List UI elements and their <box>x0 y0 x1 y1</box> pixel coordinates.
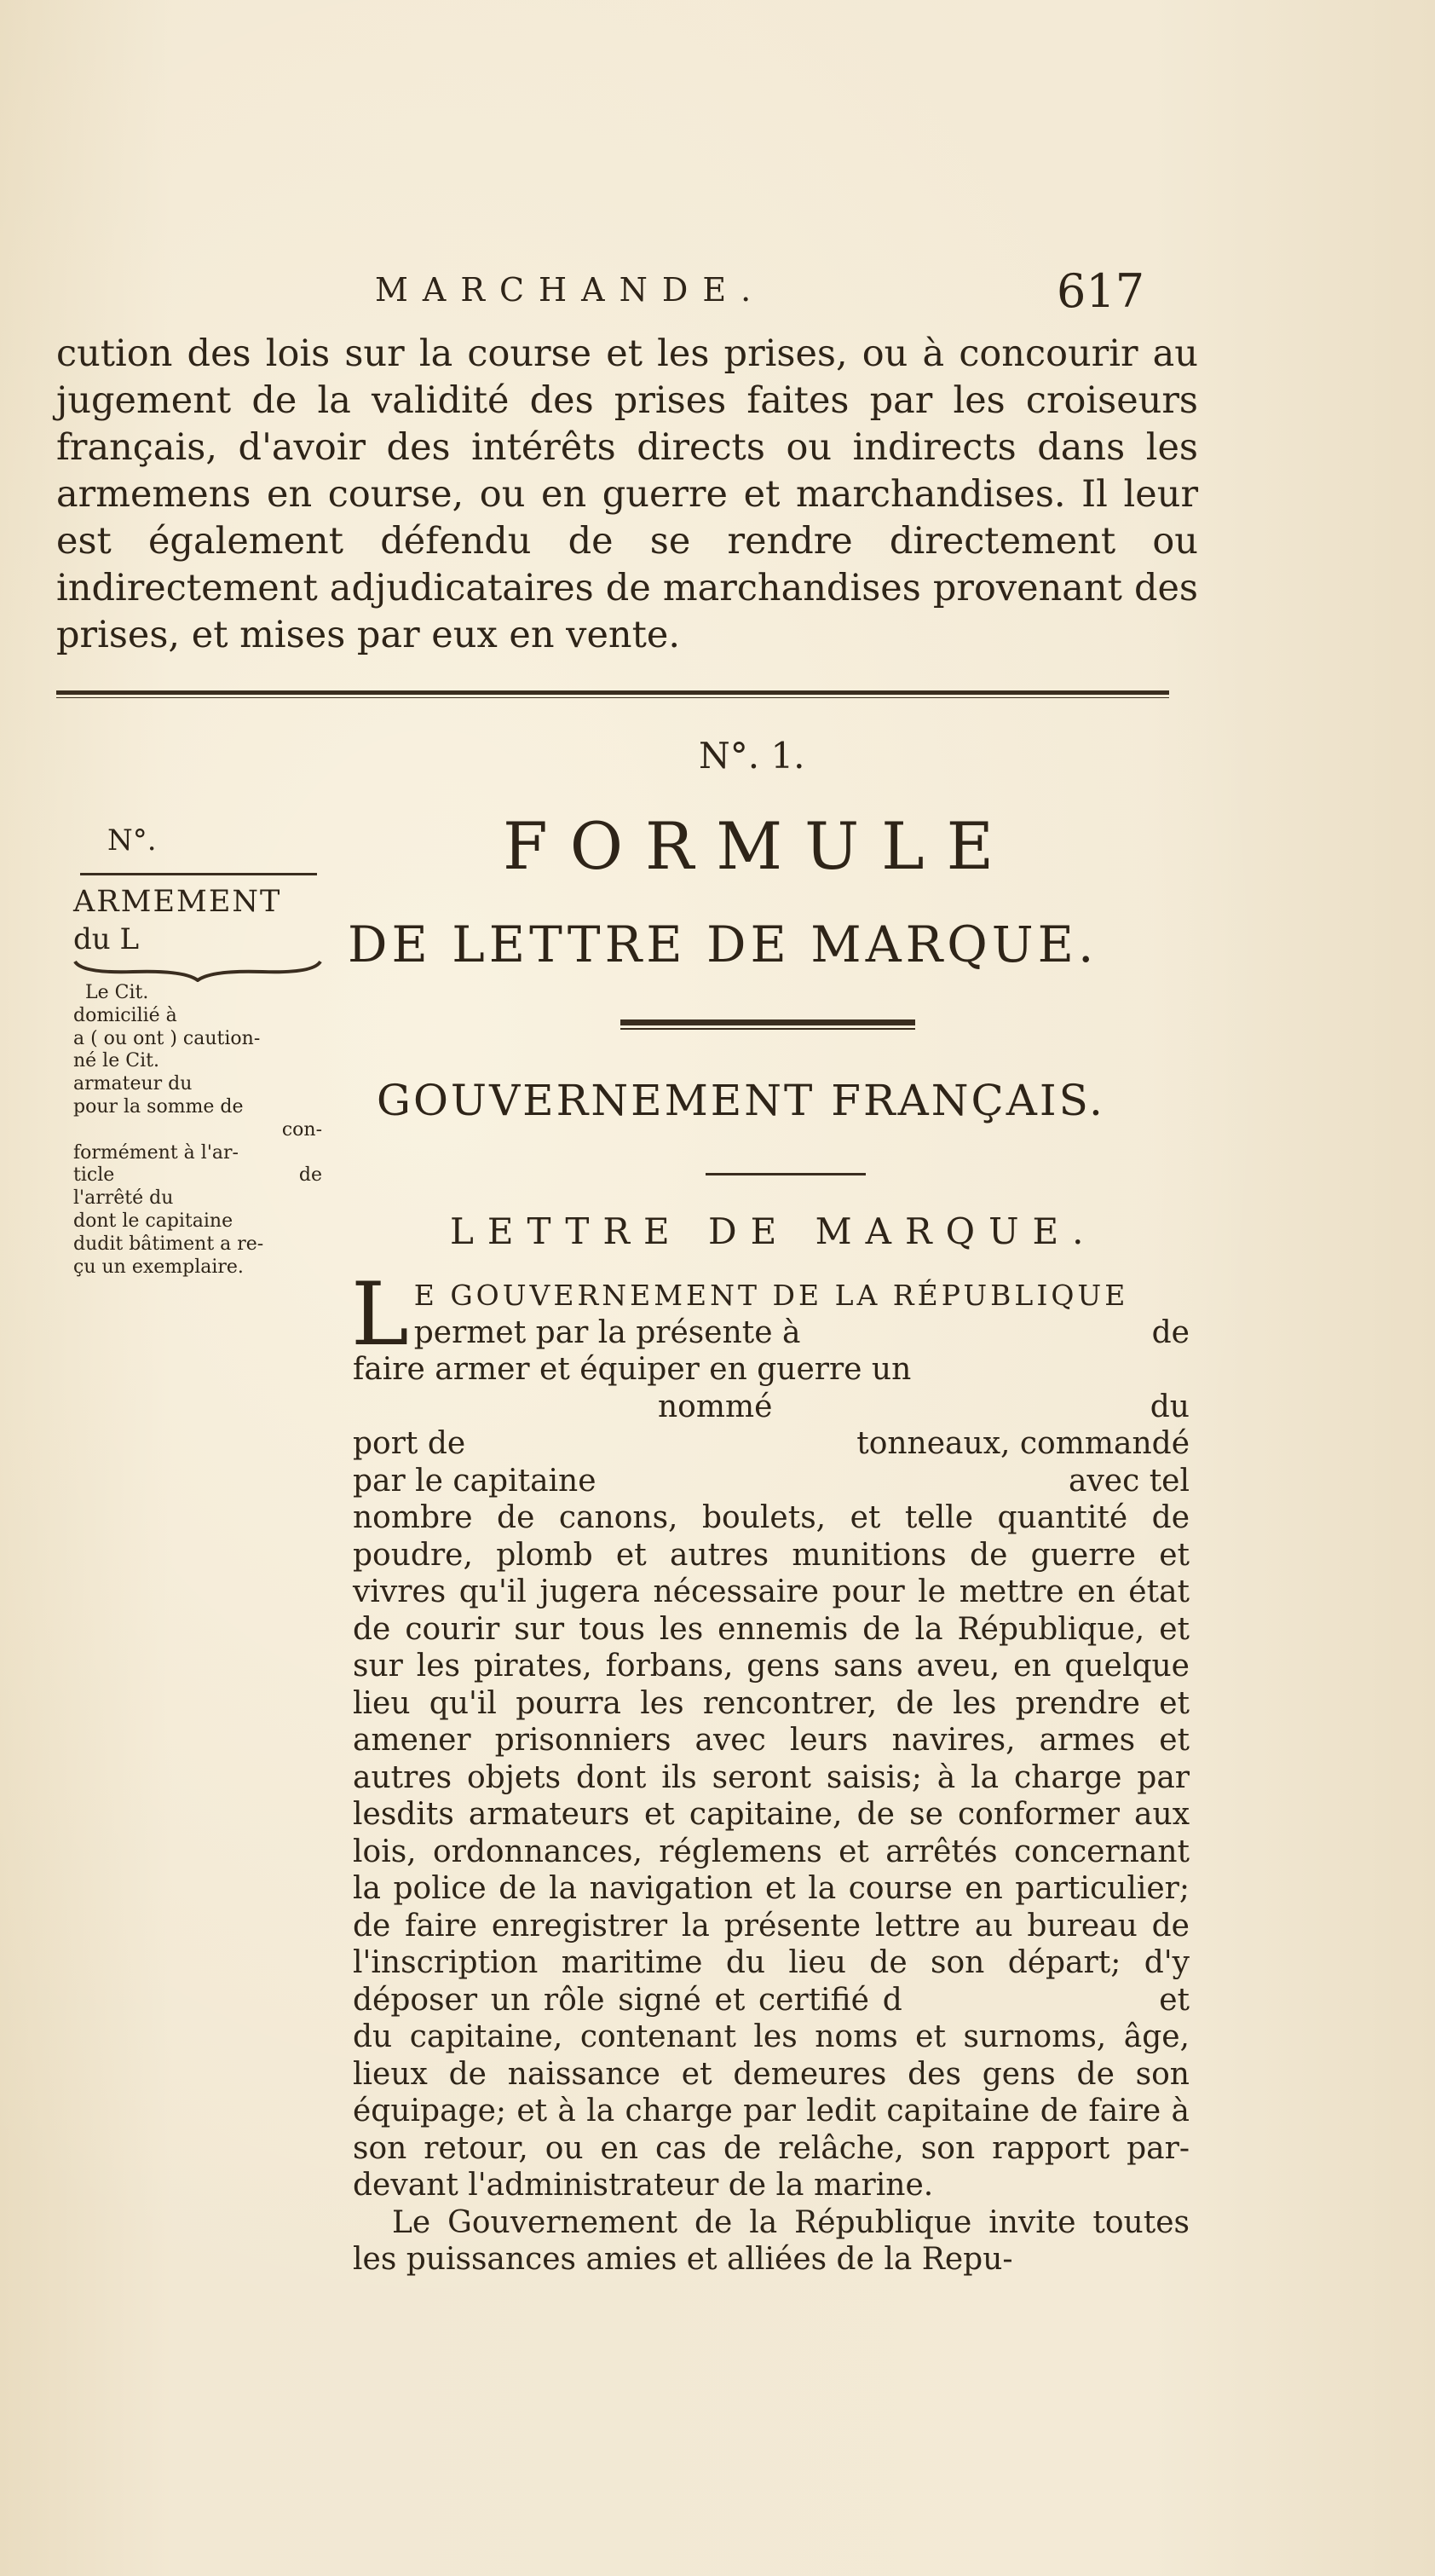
margin-rule <box>80 873 317 875</box>
margin-note <box>73 1164 322 1187</box>
letter-paragraph <box>353 1499 1190 2204</box>
margin-note: dudit bâtiment a re- <box>73 1233 264 1255</box>
form-line-left: nommé <box>658 1389 773 1424</box>
brace-icon <box>73 960 322 982</box>
ornamental-rule-thin <box>620 1028 915 1030</box>
form-line <box>353 1389 1190 1426</box>
letter-heading: LETTRE DE MARQUE. <box>450 1210 1098 1252</box>
margin-note: çu un exemplaire. <box>73 1256 244 1278</box>
body-paragraph: cution des lois sur la course et les prises, ou à concourir au jugement de la validité des prises faites par les croiseurs français, d'avoir des intérêts directs ou indirects dans les armemens en course, ou en guerre et marchandises. Il leur est également défendu de se rendre directement ou indirectement adjudicataires de marchandises provenant des prises, et mises par eux en vente. <box>56 332 1198 656</box>
margin-note: formément à l'ar- <box>73 1141 239 1164</box>
form-line-left: faire armer et équiper en guerre un <box>353 1352 912 1387</box>
form-line-right: avec tel <box>1069 1463 1190 1499</box>
form-line <box>353 1463 1190 1500</box>
ornamental-rule <box>620 1019 915 1025</box>
formula-number: N°. 1. <box>699 735 805 777</box>
letter-paragraph-text: contenant les noms et surnoms, âge, lieux de naissance et demeures des gens de son équipage; et à la charge par ledit capitaine de faire à son retour, ou en cas de relâche, son rapport par-devant l'administrateur de la marine. <box>353 2019 1190 2203</box>
formula-subtitle: DE LETTRE DE MARQUE. <box>348 915 1098 973</box>
section-divider-rule <box>56 690 1169 695</box>
letter-paragraph: Le Gouvernement de la République invite toutes les puissances amies et alliées de la Repu- <box>353 2204 1190 2277</box>
form-line-left: port de <box>353 1426 466 1461</box>
margin-note: né le Cit. <box>73 1050 159 1072</box>
form-line <box>414 1314 1190 1352</box>
short-rule <box>706 1173 866 1175</box>
margin-note-right: de <box>298 1164 322 1187</box>
form-line-left: permet par la présente à <box>413 1314 801 1350</box>
drop-cap: L <box>351 1264 409 1366</box>
letter-body <box>351 1264 1190 2279</box>
margin-armement: ARMEMENT <box>73 885 282 919</box>
margin-note: pour la somme de <box>73 1095 244 1118</box>
form-line-right: du <box>1150 1389 1190 1424</box>
letter-paragraph-text: nombre de canons, boulets, et telle quantité de poudre, plomb et autres munitions de guerre et vivres qu'il jugera nécessaire pour le mettre en état de courir sur tous les ennemis de la République, et sur les pirates, forbans, gens sans aveu, en quelque lieu qu'il pourra les rencontrer, de les prendre et amener prisonniers avec leurs navires, armes et autres objets dont ils seront saisis; à la charge par lesdits armateurs et capitaine, de se conformer aux lois, ordonnances, réglemens et arrêtés concernant la police de la navigation et la course en particulier; de faire enregistrer la présente lettre au bureau de l'inscription maritime du lieu de son départ; d'y déposer un rôle signé et certifié d <box>353 1500 1190 2018</box>
form-line-right: tonneaux, commandé <box>856 1426 1190 1461</box>
margin-note-left: ticle <box>73 1164 115 1187</box>
margin-note: armateur du <box>73 1073 193 1095</box>
margin-note: dont le capitaine <box>73 1210 233 1232</box>
margin-note: Le Cit. <box>85 982 149 1003</box>
section-divider-rule-thin <box>56 697 1169 698</box>
form-line-left: par le capitaine <box>353 1463 596 1499</box>
margin-note: domicilié à <box>73 1004 177 1026</box>
letter-lead: E GOUVERNEMENT DE LA RÉPUBLIQUE <box>413 1279 1129 1312</box>
margin-note: a ( ou ont ) caution- <box>73 1027 261 1049</box>
margin-du-l: du L <box>73 922 140 956</box>
letter-paragraph-text: et du capitaine, <box>353 1982 1190 2054</box>
running-head: MARCHANDE. <box>375 271 766 309</box>
government-heading: GOUVERNEMENT FRANÇAIS. <box>377 1076 1105 1125</box>
page-number: 617 <box>1057 264 1145 318</box>
margin-notes <box>73 982 322 1279</box>
form-line <box>353 1351 1190 1389</box>
formula-title: FORMULE <box>503 808 1017 884</box>
form-line-right: de <box>1151 1314 1190 1350</box>
margin-note: con- <box>281 1118 322 1141</box>
margin-number: N°. <box>107 823 157 858</box>
form-line <box>353 1425 1190 1463</box>
margin-note: l'arrêté du <box>73 1187 174 1210</box>
